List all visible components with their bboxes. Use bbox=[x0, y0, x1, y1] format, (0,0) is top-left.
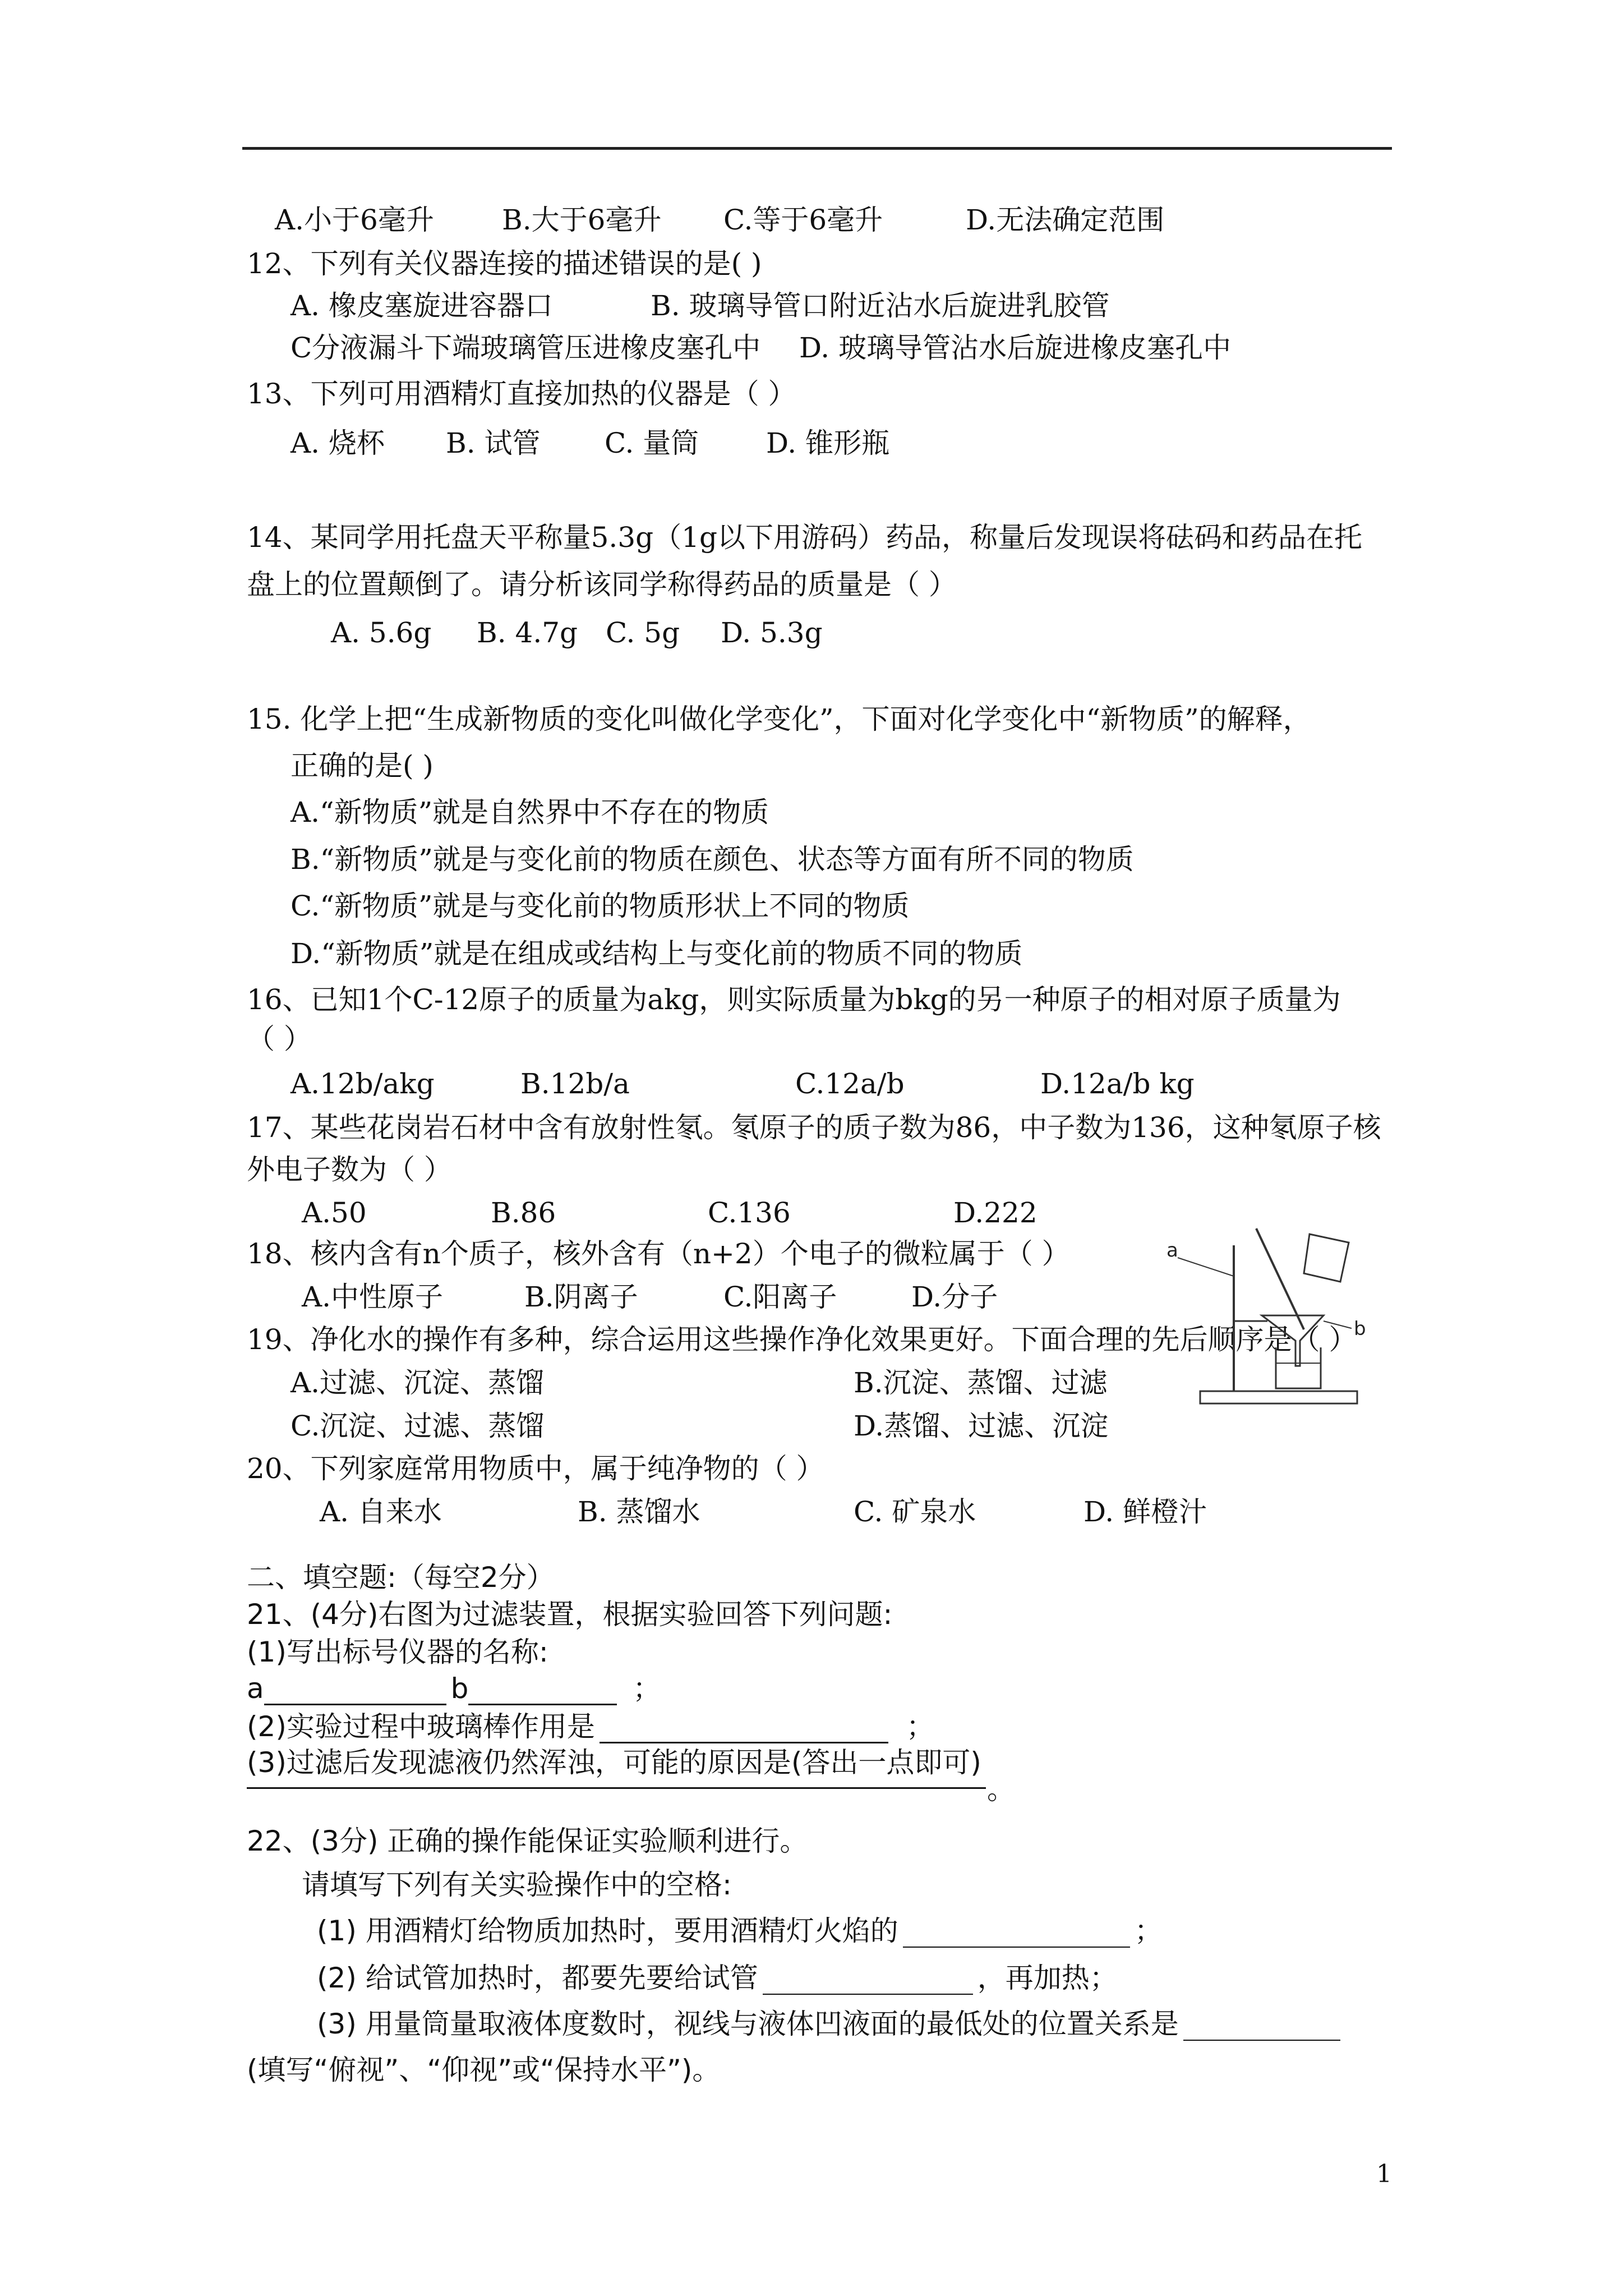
q18-option-d: D.分子 bbox=[911, 1281, 998, 1313]
q15-option-b: B.“新物质”就是与变化前的物质在颜色、状态等方面有所不同的物质 bbox=[291, 843, 1134, 876]
q14-stem-line1: 14、某同学用托盘天平称量5.3g（1g以下用游码）药品，称量后发现误将砝码和药品在托 bbox=[247, 521, 1362, 554]
q14-option-d: D. 5.3g bbox=[721, 616, 823, 649]
q19-option-c: C.沉淀、过滤、蒸馏 bbox=[291, 1410, 545, 1442]
q21-row-part2 bbox=[247, 1710, 934, 1743]
q22-row-3 bbox=[317, 2007, 1345, 2041]
q14-stem-line2: 盘上的位置颠倒了。请分析该同学称得药品的质量是（ ） bbox=[247, 568, 957, 601]
q21-part2: (2)实验过程中玻璃棒作用是 bbox=[247, 1710, 595, 1743]
q18-option-c: C.阳离子 bbox=[723, 1281, 837, 1313]
q12-option-a: A. 橡皮塞旋进容器口 bbox=[291, 289, 553, 322]
q18-option-a: A.中性原子 bbox=[302, 1281, 444, 1313]
glass-rod bbox=[1256, 1228, 1304, 1329]
q22-blank-1[interactable] bbox=[903, 1922, 1130, 1948]
q15-stem-line2: 正确的是( ) bbox=[291, 749, 434, 782]
q17-option-a: A.50 bbox=[302, 1197, 367, 1229]
q21-blank-b[interactable] bbox=[468, 1679, 617, 1705]
q12-option-b: B. 玻璃导管口附近沾水后旋进乳胶管 bbox=[651, 289, 1110, 322]
q19-stem: 19、净化水的操作有多种，综合运用这些操作净化效果更好。下面合理的先后顺序是（ ） bbox=[247, 1323, 1357, 1356]
receiving-beaker bbox=[1276, 1347, 1321, 1388]
figure-label-a: a bbox=[1166, 1239, 1178, 1262]
q22-intro: 请填写下列有关实验操作中的空格: bbox=[302, 1869, 732, 1901]
q22-p1-text: (1) 用酒精灯给物质加热时，要用酒精灯火焰的 bbox=[317, 1915, 898, 1947]
q22-stem: 22、(3分) 正确的操作能保证实验顺利进行。 bbox=[247, 1825, 808, 1857]
page-number: 1 bbox=[1376, 2160, 1392, 2188]
q20-option-d: D. 鲜橙汁 bbox=[1083, 1496, 1207, 1528]
q11-option-b: B.大于6毫升 bbox=[502, 204, 662, 236]
figure-label-b: b bbox=[1354, 1318, 1366, 1340]
q12-option-c: C分液漏斗下端玻璃管压进橡皮塞孔中 bbox=[291, 332, 761, 364]
q21-semicolon: ； bbox=[633, 1672, 661, 1705]
q16-option-d: D.12a/b kg bbox=[1040, 1068, 1195, 1100]
q20-option-c: C. 矿泉水 bbox=[854, 1496, 976, 1528]
q21-part2-semicolon: ； bbox=[906, 1710, 934, 1743]
q21-period: 。 bbox=[987, 1773, 1015, 1806]
section2-heading: 二、填空题:（每空2分） bbox=[247, 1561, 555, 1594]
q20-stem: 20、下列家庭常用物质中，属于纯净物的（ ） bbox=[247, 1452, 824, 1485]
funnel bbox=[1262, 1315, 1324, 1366]
q21-blank-glass-rod[interactable] bbox=[600, 1717, 888, 1743]
q20-option-a: A. 自来水 bbox=[320, 1496, 442, 1528]
q16-option-b: B.12b/a bbox=[520, 1068, 630, 1100]
q18-option-b: B.阴离子 bbox=[524, 1281, 638, 1313]
q17-stem-line2: 外电子数为（ ） bbox=[247, 1153, 452, 1186]
q17-option-d: D.222 bbox=[953, 1197, 1038, 1229]
q14-option-c: C. 5g bbox=[606, 616, 680, 649]
q20-option-b: B. 蒸馏水 bbox=[578, 1496, 700, 1528]
q22-row-2 bbox=[317, 1961, 1118, 1995]
q21-stem: 21、(4分)右图为过滤装置，根据实验回答下列问题: bbox=[247, 1598, 893, 1631]
q13-option-a: A. 烧杯 bbox=[291, 427, 385, 459]
q17-option-b: B.86 bbox=[491, 1197, 556, 1229]
q22-p2-end: ，再加热； bbox=[977, 1962, 1118, 1994]
q16-option-c: C.12a/b bbox=[795, 1068, 905, 1100]
q22-p2-text: (2) 给试管加热时，都要先要给试管 bbox=[317, 1962, 758, 1994]
q19-option-d: D.蒸馏、过滤、沉淀 bbox=[854, 1410, 1109, 1442]
q12-stem: 12、下列有关仪器连接的描述错误的是( ) bbox=[247, 247, 762, 280]
q21-blank-row-names bbox=[247, 1672, 661, 1705]
q22-row-1 bbox=[317, 1914, 1163, 1948]
header-rule bbox=[242, 147, 1392, 150]
q11-option-d: D.无法确定范围 bbox=[966, 204, 1165, 236]
q22-p1-end: ； bbox=[1134, 1915, 1163, 1947]
q22-blank-2[interactable] bbox=[763, 1969, 973, 1995]
q19-option-a: A.过滤、沉淀、蒸馏 bbox=[291, 1366, 545, 1399]
q22-p3-cont: (填写“俯视”、“仰视”或“保持水平”)。 bbox=[247, 2054, 721, 2086]
leader-line-b bbox=[1324, 1321, 1352, 1328]
filtration-apparatus-figure bbox=[1166, 1223, 1391, 1414]
q21-blank-reason[interactable] bbox=[247, 1787, 986, 1789]
q17-option-c: C.136 bbox=[708, 1197, 791, 1229]
q13-option-c: C. 量筒 bbox=[605, 427, 699, 459]
q15-stem-line1: 15. 化学上把“生成新物质的变化叫做化学变化”，下面对化学变化中“新物质”的解释， bbox=[247, 703, 1311, 735]
q15-option-d: D.“新物质”就是在组成或结构上与变化前的物质不同的物质 bbox=[291, 937, 1023, 970]
q14-option-b: B. 4.7g bbox=[477, 616, 578, 649]
q21-part1: (1)写出标号仪器的名称: bbox=[247, 1636, 548, 1668]
q16-stem-line1: 16、已知1个C-12原子的质量为akg，则实际质量为bkg的另一种原子的相对原子质量为 bbox=[247, 983, 1341, 1016]
q16-option-a: A.12b/akg bbox=[291, 1068, 435, 1100]
q21-blank-a[interactable] bbox=[264, 1679, 446, 1705]
q15-option-c: C.“新物质”就是与变化前的物质形状上不同的物质 bbox=[291, 890, 910, 922]
q13-stem: 13、下列可用酒精灯直接加热的仪器是（ ） bbox=[247, 378, 796, 410]
q14-option-a: A. 5.6g bbox=[331, 616, 432, 649]
stand-base bbox=[1200, 1391, 1357, 1404]
q12-option-d: D. 玻璃导管沾水后旋进橡皮塞孔中 bbox=[799, 332, 1232, 364]
q21-label-b: b bbox=[450, 1672, 469, 1705]
q19-option-b: B.沉淀、蒸馏、过滤 bbox=[854, 1366, 1108, 1399]
q17-stem-line1: 17、某些花岗岩石材中含有放射性氡。氡原子的质子数为86，中子数为136，这种氡原子核 bbox=[247, 1111, 1381, 1144]
q22-p3-text: (3) 用量筒量取液体度数时，视线与液体凹液面的最低处的位置关系是 bbox=[317, 2008, 1179, 2040]
q13-option-b: B. 试管 bbox=[446, 427, 541, 459]
q16-stem-line2: （ ） bbox=[247, 1023, 312, 1055]
pouring-beaker bbox=[1304, 1234, 1349, 1282]
q11-option-c: C.等于6毫升 bbox=[723, 204, 883, 236]
q11-option-a: A.小于6毫升 bbox=[275, 204, 434, 236]
leader-line-a bbox=[1178, 1258, 1234, 1276]
q15-option-a: A.“新物质”就是自然界中不存在的物质 bbox=[291, 796, 769, 829]
q22-blank-3[interactable] bbox=[1183, 2015, 1340, 2041]
q18-stem: 18、核内含有n个质子，核外含有（n+2）个电子的微粒属于（ ） bbox=[247, 1237, 1070, 1270]
q21-part3: (3)过滤后发现滤液仍然浑浊，可能的原因是(答出一点即可) bbox=[247, 1746, 981, 1779]
q21-label-a: a bbox=[247, 1672, 264, 1705]
q13-option-d: D. 锥形瓶 bbox=[766, 427, 890, 459]
